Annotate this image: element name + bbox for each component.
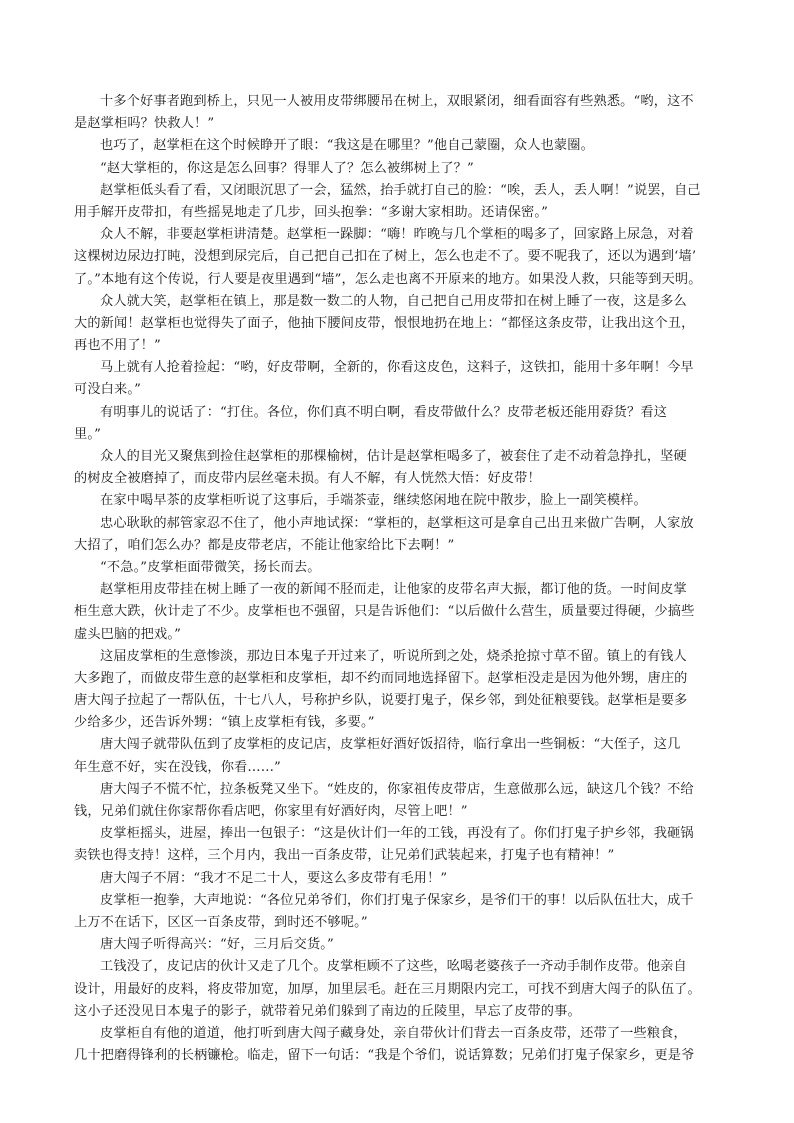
text-line: 里。” (74, 426, 101, 442)
text-line: 年生意不好，实在没钱，你看……” (74, 759, 281, 775)
text-line: 有明事儿的说话了：“打住。各位，你们真不明白啊，看皮带做什么？皮带老板还能用孬货？看这 (100, 404, 668, 420)
text-line: 忠心耿耿的郝管家忍不住了，他小声地试探：“掌柜的，赵掌柜这可是拿自己出丑来做广告啊，人家放 (100, 515, 694, 531)
text-line: 柜生意大跌，伙计走了不少。皮掌柜也不强留，只是告诉他们：“以后做什么营生，质量要过得硬，少搞些 (74, 604, 695, 620)
text-line: 的树皮全被磨掉了，而皮带内层丝毫未损。有人不解，有人恍然大悟：好皮带！ (74, 471, 541, 487)
text-line: 再也不用了！” (74, 338, 161, 354)
text-line: 唐大闯子不屑：“我才不足二十人，要这么多皮带有毛用！” (100, 870, 448, 886)
text-line: 马上就有人抢着捡起：“哟，好皮带啊，全新的，你看这皮色，这料子，这铁扣，能用十多年啊！今早 (100, 360, 694, 376)
text-line: 了。”本地有这个传说，行人要是夜里遇到“墙”，怎么走也离不开原来的地方。如果没人救，只能等到天明。 (74, 271, 702, 287)
text-line: 赵掌柜低头看了看，又闭眼沉思了一会，猛然，抬手就打自己的脸：“唉，丢人，丢人啊！”说罢，自己 (100, 182, 701, 198)
text-line: 钱，兄弟们就住你家帮你看店吧，你家里有好酒好肉，尽管上吧！” (74, 804, 468, 819)
text-line: 众人不解，非要赵掌柜讲清楚。赵掌柜一跺脚：“嗨！昨晚与几个掌柜的喝多了，回家路上尿急，对着 (100, 227, 694, 243)
text-line: 上万不在话下，区区一百条皮带，到时还不够呢。” (74, 914, 368, 930)
text-line: 少给多少，还告诉外甥：“镇上皮掌柜有钱，多要。” (74, 715, 375, 731)
text-line: 赵掌柜用皮带挂在树上睡了一夜的新闻不胫而走，让他家的皮带名声大振，都订他的货。一时间皮掌 (100, 582, 687, 598)
text-line: 工钱没了，皮记店的伙计又走了几个。皮掌柜顾不了这些，吆喝老婆孩子一齐动手制作皮带。他亲自 (100, 959, 687, 975)
text-line: 大招了，咱们怎么办？都是皮带老店，不能让他家给比下去啊！” (74, 537, 455, 553)
text-line: 皮掌柜自有他的道道，他打听到唐大闯子藏身处，亲自带伙计们背去一百条皮带，还带了一些粮食， (100, 1025, 687, 1041)
text-line: 皮掌柜摇头，进屋，捧出一包银子：“这是伙计们一年的工钱，再没有了。你们打鬼子护乡邻，我砸锅 (100, 826, 694, 842)
text-line: 这小子还没见日本鬼子的影子，就带着兄弟们躲到了南边的丘陵里，早忘了皮带的事。 (74, 1003, 581, 1019)
text-line: 在家中喝早茶的皮掌柜听说了这事后，手端茶壶，继续悠闲地在院中散步，脸上一副笑模样。 (100, 493, 647, 509)
text-line: 设计，用最好的皮料，将皮带加宽，加厚，加里层毛。赶在三月期限内完工，可找不到唐大闯子的队伍了。 (74, 981, 701, 997)
text-line: 也巧了，赵掌柜在这个时候睁开了眼：“我这是在哪里？”他自己蒙圈，众人也蒙圈。 (100, 138, 594, 154)
text-line: 这棵树边尿边打盹，没想到尿完后，自己把自己扣在了树上，怎么也走不了。要不呢我了，还以为遇到‘墙’ (74, 249, 697, 265)
text-line: 唐大闯子就带队伍到了皮掌柜的皮记店，皮掌柜好酒好饭招待，临行拿出一些铜板：“大侄子，这几 (100, 737, 681, 753)
text-line: 众人的目光又聚焦到捡住赵掌柜的那棵榆树，估计是赵掌柜喝多了，被套住了走不动着急挣扎，坚硬 (100, 449, 687, 464)
text-line: 唐大闯子拉起了一帮队伍，十七八人，号称护乡队，说要打鬼子，保乡邻，到处征粮要钱。赵掌柜是要多 (74, 693, 688, 709)
text-line: 这届皮掌柜的生意惨淡，那边日本鬼子开过来了，听说所到之处，烧杀抢掠寸草不留。镇上的有钱人 (100, 648, 687, 664)
text-line: 用手解开皮带扣，有些摇晃地走了几步，回头抱拳：“多谢大家相助。还请保密。” (74, 204, 548, 220)
text-line: “不急。”皮掌柜面带微笑，扬长而去。 (100, 559, 321, 575)
text-line: 几十把磨得锋利的长柄镰枪。临走，留下一句话：“我是个爷们，说话算数；兄弟们打鬼子保家乡，更是爷 (74, 1048, 695, 1064)
text-line: “赵大掌柜的，你这是怎么回事？得罪人了？怎么被绑树上了？” (100, 160, 474, 176)
text-line: 众人就大笑，赵掌柜在镇上，那是数一数二的人物，自己把自己用皮带扣在树上睡了一夜，这是多么 (100, 293, 687, 309)
text-line: 皮掌柜一抱拳，大声地说：“各位兄弟爷们，你们打鬼子保家乡，是爷们干的事！以后队伍壮大，成千 (100, 892, 694, 908)
text-line: 虚头巴脑的把戏。” (74, 626, 181, 642)
text-line: 大的新闻！赵掌柜也觉得失了面子，他抽下腰间皮带，恨恨地扔在地上：“都怪这条皮带，让我出这个丑， (74, 315, 695, 331)
text-line: 是赵掌柜吗？快救人！” (74, 116, 215, 132)
text-line: 大多跑了，而做皮带生意的赵掌柜和皮掌柜，却不约而同地选择留下。赵掌柜没走是因为他外甥，唐庄的 (74, 670, 688, 686)
text-line: 卖铁也得支持！这样，三个月内，我出一百条皮带，让兄弟们武装起来，打鬼子也有精神！” (74, 848, 615, 864)
text-line: 十多个好事者跑到桥上，只见一人被用皮带绑腰吊在树上，双眼紧闭，细看面容有些熟悉。“哟，这不 (100, 94, 694, 109)
text-line: 唐大闯子听得高兴：“好，三月后交货。” (100, 937, 334, 953)
story-text-body (74, 91, 724, 1067)
text-line: 可没白来。” (74, 382, 141, 398)
text-line: 唐大闯子不慌不忙，拉条板凳又坐下。“姓皮的，你家祖传皮带店，生意做那么远，缺这几个钱？不给 (100, 781, 694, 797)
